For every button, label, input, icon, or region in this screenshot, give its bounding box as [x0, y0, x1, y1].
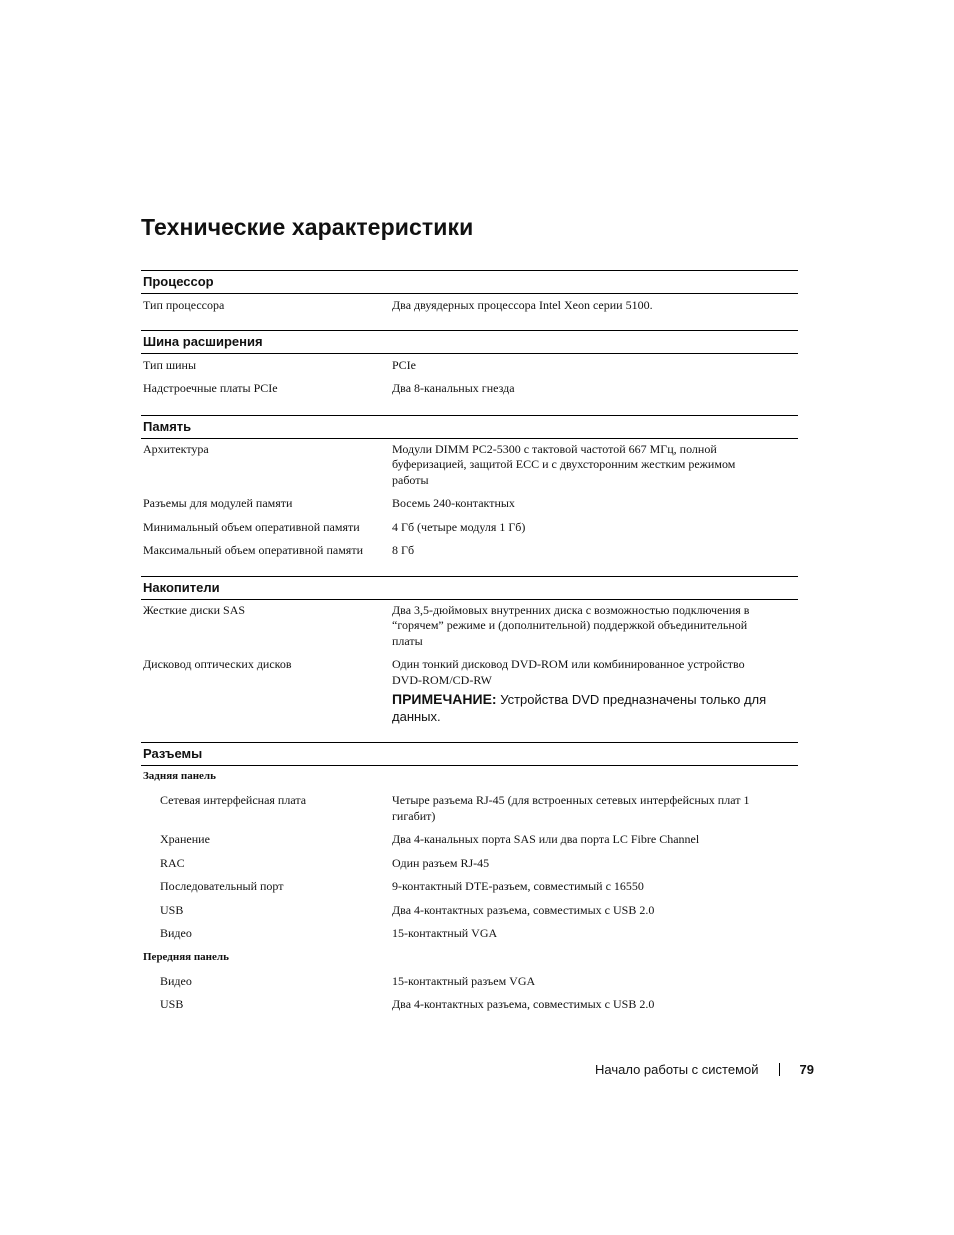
- spec-key: Сетевая интерфейсная плата: [160, 793, 307, 807]
- spec-row: [141, 381, 798, 397]
- front-panel-label: Передняя панель: [143, 950, 229, 963]
- spec-value: Два 8-канальных гнезда: [392, 381, 515, 395]
- spec-key: Максимальный объем оперативной памяти: [143, 543, 363, 557]
- note: [392, 691, 774, 725]
- spec-value: Два 3,5-дюймовых внутренних диска с возможностью подключения в “горячем” режиме и (дополнительной) поддержкой объединительной платы: [392, 602, 750, 648]
- spec-row: [141, 298, 798, 314]
- spec-row: [141, 856, 798, 872]
- spec-value: 15-контактный VGA: [392, 926, 498, 940]
- spec-key: Последовательный порт: [160, 879, 284, 893]
- spec-value: 15-контактный разъем VGA: [392, 973, 536, 988]
- spec-key: Надстроечные платы PCIe: [143, 381, 278, 395]
- spec-value: [392, 657, 798, 725]
- spec-row: [141, 926, 798, 942]
- spec-row: [141, 832, 798, 848]
- spec-value: Два 4-контактных разъема, совместимых с USB 2.0: [392, 902, 655, 917]
- spec-value: Модули DIMM PC2-5300 с тактовой частотой 667 МГц, полной буферизацией, защитой ECC и с двухсторонним жестким режимом работы: [392, 441, 736, 487]
- spec-row: [141, 442, 798, 489]
- page-number: 79: [799, 1062, 814, 1077]
- spec-row: [141, 657, 798, 725]
- spec-row: [141, 603, 798, 650]
- spec-value: 9-контактный DTE-разъем, совместимый с 16550: [392, 879, 644, 893]
- spec-key: Жесткие диски SAS: [143, 602, 246, 617]
- spec-key: Минимальный объем оперативной памяти: [143, 519, 360, 534]
- spec-value: Два 4-контактных разъема, совместимых с USB 2.0: [392, 997, 655, 1011]
- spec-row: [141, 997, 798, 1013]
- spec-value: Два 4-канальных порта SAS или два порта LC Fibre Channel: [392, 832, 700, 846]
- spec-table: [141, 270, 798, 1013]
- page-title: Технические характеристики: [141, 214, 474, 240]
- spec-value: Два двуядерных процессора Intel Xeon серии 5100.: [392, 298, 653, 312]
- page-footer: [595, 1062, 814, 1077]
- spec-row: [141, 496, 798, 512]
- spec-value: 4 Гб (четыре модуля 1 Гб): [392, 519, 526, 534]
- spec-key: USB: [160, 902, 184, 917]
- spec-row: [141, 974, 798, 990]
- optical-drive-value: Один тонкий дисковод DVD-ROM или комбинированное устройство DVD-ROM/CD-RW: [392, 657, 745, 687]
- note-label: ПРИМЕЧАНИЕ:: [392, 691, 497, 707]
- section-heading-storage: Накопители: [141, 576, 798, 600]
- spec-row: [141, 358, 798, 374]
- spec-key: Разъемы для модулей памяти: [143, 496, 293, 510]
- spec-value: Четыре разъема RJ-45 (для встроенных сетевых интерфейсных плат 1 гигабит): [392, 793, 750, 823]
- spec-row: [141, 879, 798, 895]
- spec-key: RAC: [160, 855, 185, 870]
- spec-value: Один разъем RJ-45: [392, 855, 490, 870]
- spec-row: [141, 903, 798, 919]
- spec-key: Архитектура: [143, 441, 209, 456]
- spec-key: Видео: [160, 973, 192, 988]
- spec-value: PCIe: [392, 357, 416, 372]
- spec-key: Хранение: [160, 832, 210, 846]
- note-text: Устройства DVD предназначены только для данных.: [392, 692, 767, 724]
- spec-key: Тип процессора: [143, 298, 225, 312]
- section-heading-connectors: Разъемы: [141, 742, 798, 766]
- section-heading-bus: Шина расширения: [141, 330, 798, 354]
- rear-panel-label: Задняя панель: [143, 770, 216, 782]
- spec-key: USB: [160, 997, 184, 1011]
- spec-value: 8 Гб: [392, 543, 415, 557]
- spec-key: Видео: [160, 926, 192, 940]
- section-heading-processor: Процессор: [141, 270, 798, 294]
- footer-divider: [779, 1063, 780, 1076]
- spec-value: Восемь 240-контактных: [392, 496, 515, 510]
- spec-key: Дисковод оптических дисков: [143, 657, 292, 671]
- spec-row: [141, 543, 798, 559]
- spec-row: [141, 520, 798, 536]
- spec-key: Тип шины: [143, 357, 197, 372]
- section-heading-memory: Память: [141, 415, 798, 439]
- spec-row: [141, 793, 798, 824]
- footer-section-title: Начало работы с системой: [595, 1062, 759, 1077]
